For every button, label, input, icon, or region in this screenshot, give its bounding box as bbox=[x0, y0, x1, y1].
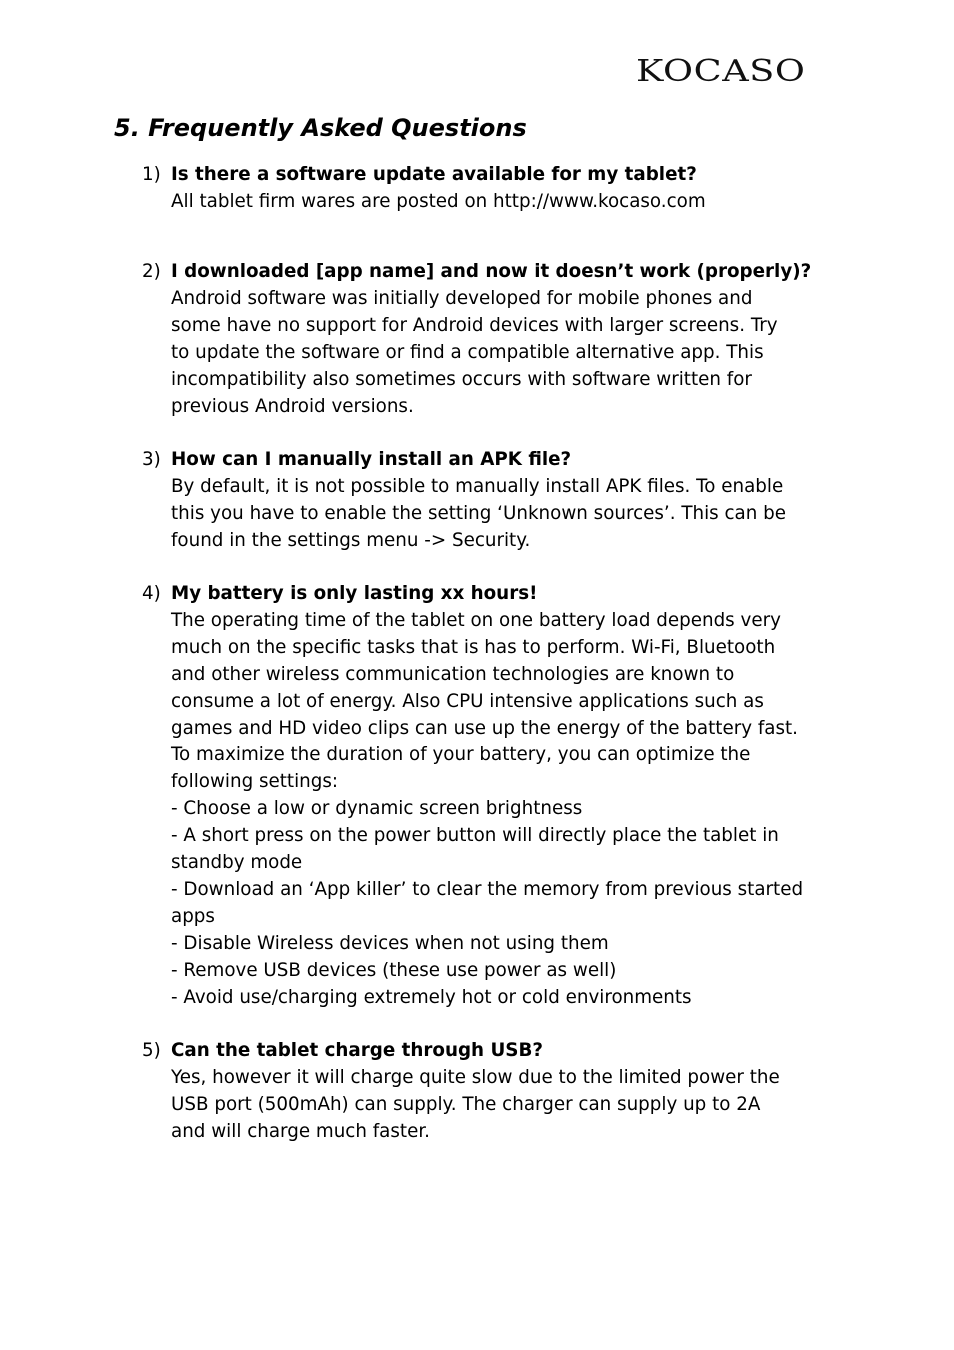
faq-tip-line: - Avoid use/charging extremely hot or cold environments bbox=[171, 986, 692, 1008]
faq-number: 4) bbox=[142, 583, 161, 604]
faq-question: Can the tablet charge through USB? bbox=[171, 1040, 543, 1061]
faq-answer-line: incompatibility also sometimes occurs with software written for bbox=[171, 368, 752, 390]
faq-item-1 bbox=[142, 162, 862, 216]
page-title: 5. Frequently Asked Questions bbox=[114, 114, 527, 142]
faq-answer bbox=[171, 608, 862, 1012]
faq-answer-line: USB port (500mAh) can supply. The charger can supply up to 2A bbox=[171, 1093, 761, 1115]
faq-item-4 bbox=[142, 581, 862, 1012]
faq-question-row bbox=[142, 581, 862, 608]
faq-item-2 bbox=[142, 259, 862, 420]
faq-number: 2) bbox=[142, 261, 161, 282]
faq-tip-line: - A short press on the power button will directly place the tablet in bbox=[171, 825, 779, 847]
faq-answer-line: found in the settings menu -> Security. bbox=[171, 529, 531, 551]
faq-answer-line: By default, it is not possible to manually install APK files. To enable bbox=[171, 475, 784, 497]
faq-answer-line: to update the software or find a compatible alternative app. This bbox=[171, 341, 764, 363]
faq-answer-line: and other wireless communication technologies are known to bbox=[171, 663, 735, 685]
faq-tip-line: - Choose a low or dynamic screen brightness bbox=[171, 798, 583, 820]
faq-question: I downloaded [app name] and now it doesn’t work (properly)? bbox=[171, 261, 812, 282]
faq-number: 1) bbox=[142, 164, 161, 185]
faq-tip-line: apps bbox=[171, 905, 215, 927]
faq-answer bbox=[171, 474, 862, 555]
kocaso-logo: KOCASO bbox=[636, 54, 806, 89]
faq-tip-line: standby mode bbox=[171, 852, 303, 874]
faq-number: 5) bbox=[142, 1040, 161, 1061]
faq-answer bbox=[171, 189, 862, 216]
faq-answer-line: games and HD video clips can use up the energy of the battery fast. bbox=[171, 717, 798, 739]
faq-tip-line: - Download an ‘App killer’ to clear the memory from previous started bbox=[171, 878, 804, 900]
faq-tip-line: - Disable Wireless devices when not using them bbox=[171, 932, 609, 954]
faq-answer-line: previous Android versions. bbox=[171, 395, 414, 417]
faq-answer-line: All tablet firm wares are posted on http://www.kocaso.com bbox=[171, 190, 706, 212]
faq-number: 3) bbox=[142, 449, 161, 470]
faq-answer-line: Android software was initially developed for mobile phones and bbox=[171, 287, 753, 309]
faq-answer-line: The operating time of the tablet on one battery load depends very bbox=[171, 609, 781, 631]
faq-item-3 bbox=[142, 447, 862, 555]
faq-answer-line: Yes, however it will charge quite slow due to the limited power the bbox=[171, 1066, 780, 1088]
faq-answer-line: To maximize the duration of your battery, you can optimize the bbox=[171, 744, 751, 766]
faq-tip-line: - Remove USB devices (these use power as well) bbox=[171, 959, 617, 981]
faq-question: Is there a software update available for my tablet? bbox=[171, 164, 697, 185]
faq-question: How can I manually install an APK file? bbox=[171, 449, 572, 470]
faq-question-row bbox=[142, 1038, 862, 1065]
faq-answer bbox=[171, 1065, 862, 1146]
faq-item-5 bbox=[142, 1038, 862, 1146]
faq-answer-line: some have no support for Android devices with larger screens. Try bbox=[171, 314, 778, 336]
faq-answer-line: consume a lot of energy. Also CPU intensive applications such as bbox=[171, 690, 764, 712]
faq-question-row bbox=[142, 447, 862, 474]
faq-question-row bbox=[142, 162, 862, 189]
faq-question-row bbox=[142, 259, 862, 286]
faq-answer-line: this you have to enable the setting ‘Unknown sources’. This can be bbox=[171, 502, 787, 524]
faq-answer bbox=[171, 286, 862, 421]
faq-answer-line: much on the specific tasks that is has to perform. Wi-Fi, Bluetooth bbox=[171, 636, 776, 658]
faq-answer-line: and will charge much faster. bbox=[171, 1120, 430, 1142]
faq-answer-line: following settings: bbox=[171, 771, 339, 793]
faq-question: My battery is only lasting xx hours! bbox=[171, 583, 538, 604]
